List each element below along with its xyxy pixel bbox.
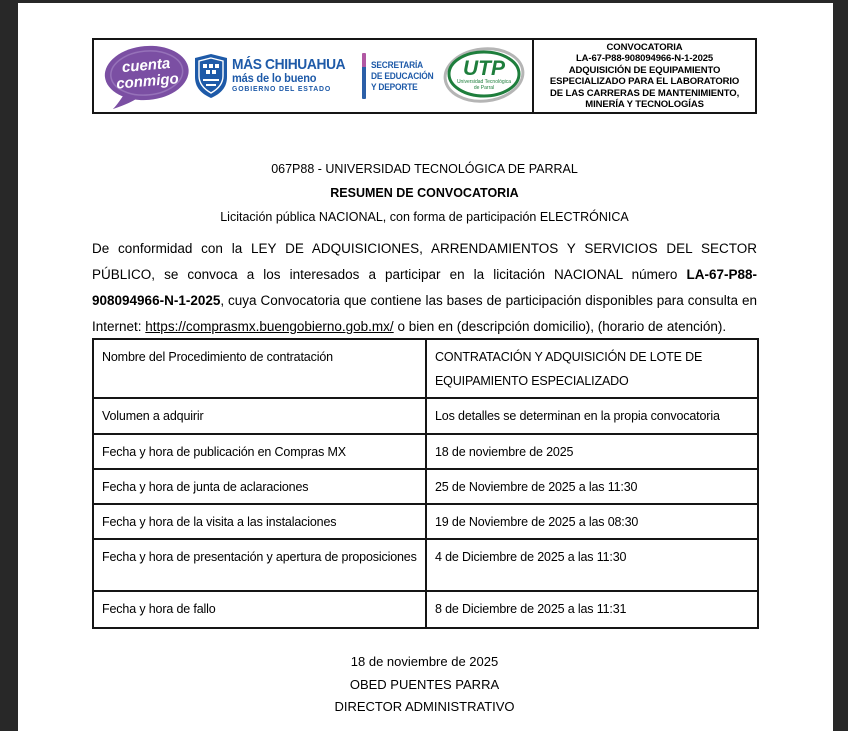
- signature-title: DIRECTOR ADMINISTRATIVO: [334, 699, 515, 714]
- logos-cell: [94, 40, 532, 112]
- row-value-cell: 25 de Noviembre de 2025 a las 11:30: [426, 469, 758, 504]
- convocatoria-line: ADQUISICIÓN DE EQUIPAMIENTO: [568, 64, 721, 76]
- table-row: [93, 539, 758, 591]
- secretaria-wordmark: [371, 60, 433, 93]
- chihuahua-shield-icon: [194, 53, 228, 99]
- row-value-cell: 19 de Noviembre de 2025 a las 08:30: [426, 504, 758, 539]
- convocatoria-box: [532, 40, 755, 112]
- convocatoria-line: MINERÍA Y TECNOLOGÍAS: [585, 99, 704, 110]
- row-label-cell: Fecha y hora de presentación y apertura de proposiciones: [93, 539, 426, 591]
- procedure-info-table: [92, 338, 759, 629]
- procedure-number: LA-67-P88-908094966-N-1-2025: [92, 267, 757, 308]
- header-banner: [92, 38, 757, 114]
- convocatoria-line: LA-67-P88-908094966-N-1-2025: [575, 53, 714, 64]
- table-row: [93, 339, 758, 398]
- table-row: [93, 469, 758, 504]
- paragraph-text: De conformidad con la LEY DE ADQUISICIONES, ARRENDAMIENTOS Y SERVICIOS DEL SECTOR PÚBLICO, se convoca a los interesados a participar en la licitación NACIONAL número: [92, 241, 757, 282]
- secretaria-logo: [355, 53, 442, 99]
- utp-logo: [442, 45, 526, 107]
- row-label-cell: Nombre del Procedimiento de contratación: [93, 339, 426, 398]
- row-label-cell: Fecha y hora de publicación en Compras MX: [93, 434, 426, 469]
- comprasmx-link[interactable]: https://comprasmx.buengobierno.gob.mx/: [145, 319, 394, 334]
- utp-name-line1: Universidad Tecnológica: [457, 79, 512, 85]
- chihuahua-caption: GOBIERNO DEL ESTADO: [232, 84, 332, 93]
- row-value-cell: 8 de Diciembre de 2025 a las 11:31: [426, 591, 758, 628]
- row-label-cell: Fecha y hora de la visita a las instalaciones: [93, 504, 426, 539]
- paragraph-text: o bien en (descripción domicilio), (horario de atención).: [393, 319, 727, 334]
- utp-acronym: UTP: [463, 57, 506, 80]
- table-row: [93, 504, 758, 539]
- row-value-cell: CONTRATACIÓN Y ADQUISICIÓN DE LOTE DE EQUIPAMIENTO ESPECIALIZADO: [426, 339, 758, 398]
- convocatoria-line: CONVOCATORIA: [606, 41, 683, 53]
- cuenta-conmigo-text-line1: cuenta: [121, 54, 171, 77]
- chihuahua-logo: [194, 53, 355, 99]
- convocatoria-line: ESPECIALIZADO PARA EL LABORATORIO: [549, 76, 740, 87]
- utp-name-line2: de Parral: [473, 85, 495, 91]
- subtitle: Licitación pública NACIONAL, con forma de participación ELECTRÓNICA: [220, 210, 629, 224]
- signature-date: 18 de noviembre de 2025: [350, 654, 499, 669]
- row-label-cell: Fecha y hora de fallo: [93, 591, 426, 628]
- row-value-cell: 18 de noviembre de 2025: [426, 434, 758, 469]
- row-value-cell: Los detalles se determinan en la propia convocatoria: [426, 398, 758, 434]
- page-title: RESUMEN DE CONVOCATORIA: [330, 186, 519, 200]
- secretaria-line3: Y DEPORTE: [371, 81, 418, 93]
- table-row: [93, 398, 758, 434]
- paragraph-text: , cuya Convocatoria que contiene las bases de participación disponibles para consulta en Internet:: [92, 293, 757, 334]
- row-value-cell: 4 de Diciembre de 2025 a las 11:30: [426, 539, 758, 591]
- cuenta-conmigo-text-line2: conmigo: [115, 70, 180, 93]
- signature-name: OBED PUENTES PARRA: [349, 676, 500, 692]
- cuenta-conmigo-logo: [100, 43, 194, 109]
- secretaria-line2: DE EDUCACIÓN: [371, 70, 434, 82]
- row-label-cell: Fecha y hora de junta de aclaraciones: [93, 469, 426, 504]
- table-row: [93, 434, 758, 469]
- table-row: [93, 591, 758, 628]
- signature-block: [92, 651, 757, 719]
- title-block: [92, 162, 757, 224]
- university-title: 067P88 - UNIVERSIDAD TECNOLÓGICA DE PARRAL: [271, 162, 578, 176]
- chihuahua-title: MÁS CHIHUAHUA: [232, 56, 346, 73]
- secretaria-line1: SECRETARÍA: [371, 59, 424, 71]
- document-page: [18, 3, 833, 731]
- row-label-cell: Volumen a adquirir: [93, 398, 426, 434]
- divider-bar: [362, 53, 366, 99]
- chihuahua-wordmark: [232, 58, 345, 94]
- chihuahua-subtitle: más de lo bueno: [232, 71, 317, 85]
- intro-paragraph: [92, 236, 757, 340]
- convocatoria-line: DE LAS CARRERAS DE MANTENIMIENTO,: [549, 87, 740, 99]
